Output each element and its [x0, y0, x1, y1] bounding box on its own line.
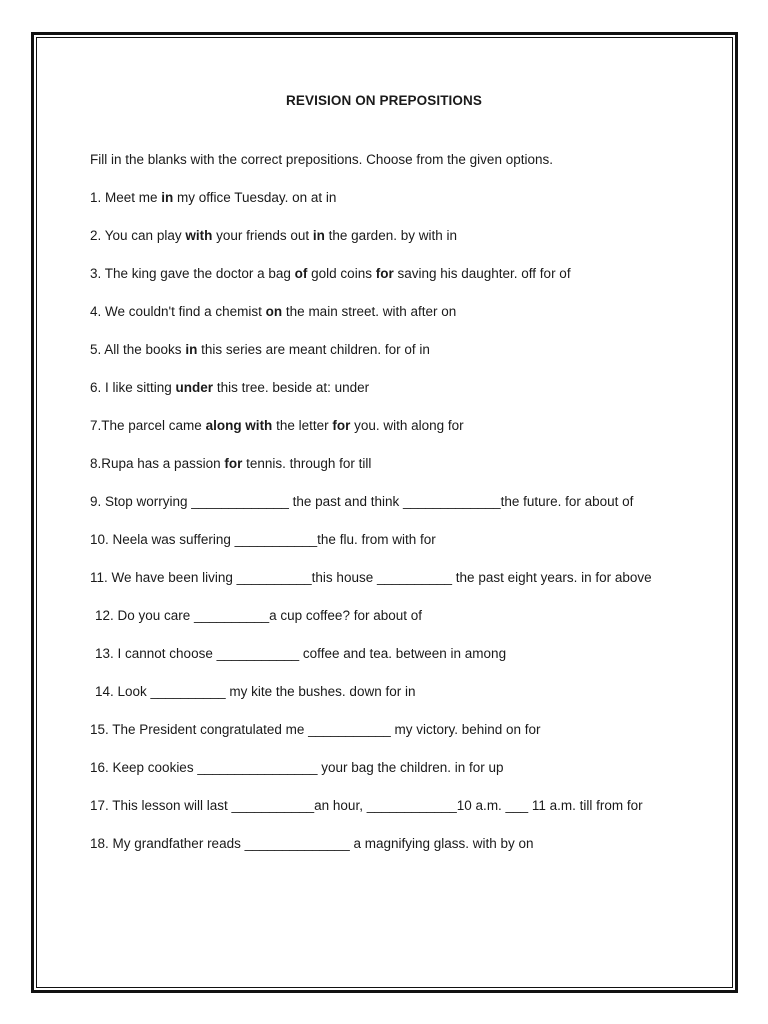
answer-text: for: [375, 266, 394, 281]
answer-text: on: [265, 304, 283, 319]
question-text: gold coins: [307, 266, 376, 281]
question-item: [90, 835, 660, 852]
question-text: tennis. through for till: [242, 456, 372, 471]
question-item: [90, 493, 660, 510]
question-text: 16. Keep cookies ________________ your bag the children. in for up: [90, 760, 504, 775]
question-item: [90, 645, 660, 662]
question-item: [90, 683, 660, 700]
question-text: the main street. with after on: [282, 304, 457, 319]
question-text: my office Tuesday. on at in: [173, 190, 337, 205]
question-text: you. with along for: [350, 418, 464, 433]
answer-text: for: [224, 456, 243, 471]
question-text: this series are meant children. for of in: [197, 342, 430, 357]
question-text: 17. This lesson will last ___________an hour, ____________10 a.m. ___ 11 a.m. till from for: [90, 798, 643, 813]
question-text: 12. Do you care __________a cup coffee? for about of: [95, 608, 422, 623]
answer-text: under: [175, 380, 214, 395]
question-text: 9. Stop worrying _____________ the past and think _____________the future. for about of: [90, 494, 634, 509]
question-item: [90, 797, 660, 814]
question-text: 18. My grandfather reads ______________ a magnifying glass. with by on: [90, 836, 534, 851]
question-item: [90, 455, 660, 472]
question-item: [90, 227, 660, 244]
question-item: [90, 607, 660, 624]
question-text: your friends out: [212, 228, 313, 243]
instructions-text: Fill in the blanks with the correct prepositions. Choose from the given options.: [90, 152, 553, 167]
question-text: 10. Neela was suffering ___________the flu. from with for: [90, 532, 436, 547]
question-text: the garden. by with in: [324, 228, 457, 243]
answer-text: of: [294, 266, 308, 281]
answer-text: for: [332, 418, 351, 433]
question-text: 13. I cannot choose ___________ coffee and tea. between in among: [95, 646, 507, 661]
question-text: 3. The king gave the doctor a bag: [90, 266, 295, 281]
question-text: 15. The President congratulated me ___________ my victory. behind on for: [90, 722, 541, 737]
question-text: 7.The parcel came: [90, 418, 206, 433]
question-item: [90, 341, 660, 358]
question-item: [90, 189, 660, 206]
question-text: 14. Look __________ my kite the bushes. down for in: [95, 684, 416, 699]
question-item: [90, 569, 660, 586]
page-title: REVISION ON PREPOSITIONS: [286, 93, 482, 108]
answer-text: along with: [205, 418, 273, 433]
question-item: [90, 721, 660, 738]
question-item: [90, 417, 660, 434]
question-item: [90, 379, 660, 396]
question-text: 2. You can play: [90, 228, 186, 243]
question-text: saving his daughter. off for of: [393, 266, 571, 281]
answer-text: in: [312, 228, 325, 243]
answer-text: in: [185, 342, 198, 357]
question-item: [90, 531, 660, 548]
question-text: 4. We couldn't find a chemist: [90, 304, 266, 319]
question-text: 8.Rupa has a passion: [90, 456, 225, 471]
question-item: [90, 303, 660, 320]
question-text: 5. All the books: [90, 342, 186, 357]
question-item: [90, 265, 660, 282]
question-item: [90, 759, 660, 776]
question-list: [90, 189, 660, 852]
question-text: 6. I like sitting: [90, 380, 176, 395]
question-text: 1. Meet me: [90, 190, 162, 205]
worksheet-body: [90, 151, 660, 873]
answer-text: with: [185, 228, 213, 243]
question-text: this tree. beside at: under: [213, 380, 370, 395]
question-text: the letter: [272, 418, 333, 433]
question-text: 11. We have been living __________this house __________ the past eight years. in for above: [90, 570, 652, 585]
answer-text: in: [161, 190, 174, 205]
